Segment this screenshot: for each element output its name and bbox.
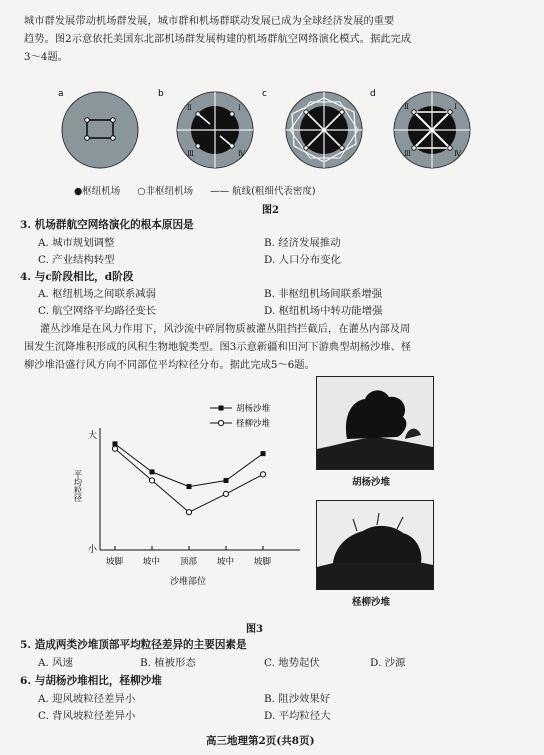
stage-a-label: a bbox=[58, 89, 64, 99]
q3-option-d[interactable]: D. 人口分布变化 bbox=[264, 254, 341, 266]
photo1-label: 胡杨沙堆 bbox=[352, 477, 391, 488]
q6-option-d[interactable]: D. 平均粒径大 bbox=[264, 710, 331, 722]
data-point-series-2 bbox=[260, 472, 265, 477]
quadrant-I-d: Ⅰ bbox=[454, 103, 457, 111]
page-footer: 高三地理第2页(共8页) bbox=[206, 735, 315, 747]
intro1-line3: 3～4题。 bbox=[24, 52, 69, 63]
figure3-line-chart bbox=[60, 398, 310, 598]
x-tick-label: 坡脚 bbox=[254, 557, 272, 567]
x-tick-label: 坡中 bbox=[217, 557, 235, 567]
series-line-1 bbox=[115, 444, 263, 487]
q6-option-a[interactable]: A. 迎风坡粒径差异小 bbox=[38, 693, 136, 705]
y-axis-title: 平均粒径 bbox=[73, 470, 83, 502]
quadrant-IV-b: Ⅳ bbox=[238, 150, 245, 158]
quadrant-III-b: Ⅲ bbox=[187, 150, 194, 158]
data-point-series-2 bbox=[223, 491, 228, 496]
q4-option-a[interactable]: A. 枢纽机场之间联系减弱 bbox=[38, 288, 157, 300]
q6-option-c[interactable]: C. 背风坡粒径差异小 bbox=[38, 710, 136, 722]
q4-option-b[interactable]: B. 非枢纽机场间联系增强 bbox=[264, 288, 383, 300]
intro2-line1: 灌丛沙堆是在风力作用下，风沙流中碎屑物质被灌丛阻挡拦截后，在灌丛内部及周 bbox=[40, 324, 411, 335]
figure3-caption: 图3 bbox=[246, 624, 263, 635]
figure2-diagram bbox=[40, 82, 510, 182]
q3-stem: 3. 机场群航空网络演化的根本原因是 bbox=[20, 219, 194, 231]
q6-option-b[interactable]: B. 阻沙效果好 bbox=[264, 693, 331, 705]
data-point-series-1 bbox=[113, 441, 118, 446]
quadrant-I-b: Ⅰ bbox=[238, 104, 241, 112]
data-point-series-2 bbox=[112, 446, 117, 451]
q4-stem: 4. 与c阶段相比，d阶段 bbox=[20, 271, 134, 283]
legend-hub-airport: ●枢纽机场 bbox=[74, 186, 121, 197]
intro2-line3: 柳沙堆沿盛行风方向不同部位平均粒径分布。据此完成5～6题。 bbox=[24, 360, 315, 371]
q4-option-d[interactable]: D. 枢纽机场中转功能增强 bbox=[264, 305, 383, 317]
tamarix-dune-image bbox=[317, 501, 433, 589]
intro1-line2: 趋势。图2示意依托美国东北部机场群发展构建的机场群航空网络演化模式。据此完成 bbox=[24, 34, 412, 45]
quadrant-IV-d: Ⅳ bbox=[454, 150, 461, 158]
stage-d-label: d bbox=[370, 89, 376, 99]
q3-option-a[interactable]: A. 城市规划调整 bbox=[38, 237, 115, 249]
x-tick-label: 坡中 bbox=[143, 557, 161, 567]
quadrant-III-d: Ⅲ bbox=[404, 150, 411, 158]
fig2-legend bbox=[74, 183, 316, 197]
quadrant-II-d: Ⅱ bbox=[404, 103, 409, 111]
y-axis-top-label: 大 bbox=[88, 431, 98, 441]
legend-nonhub-airport: ○非枢纽机场 bbox=[137, 186, 194, 197]
x-tick-label: 坡脚 bbox=[106, 557, 124, 567]
photo2-label: 柽柳沙堆 bbox=[352, 597, 391, 608]
intro1-line1: 城市群发展带动机场群发展，城市群和机场群联动发展已成为全球经济发展的重要 bbox=[24, 16, 395, 27]
series-line-2 bbox=[115, 449, 263, 513]
intro2-line2: 围发生沉降堆积形成的风积生物地貌类型。图3示意新疆和田河下游典型胡杨沙堆、柽 bbox=[24, 342, 412, 353]
q4-option-c[interactable]: C. 航空网络平均路径变长 bbox=[38, 305, 157, 317]
figure2-caption: 图2 bbox=[262, 205, 279, 216]
populus-dune-image bbox=[317, 377, 433, 469]
q3-option-b[interactable]: B. 经济发展推动 bbox=[264, 237, 341, 249]
q5-option-d[interactable]: D. 沙源 bbox=[370, 657, 406, 669]
legend-series-2: 柽柳沙堆 bbox=[236, 419, 271, 429]
q6-stem: 6. 与胡杨沙堆相比，柽柳沙堆 bbox=[20, 675, 162, 687]
stage-c-label: c bbox=[262, 89, 267, 99]
data-point-series-2 bbox=[149, 478, 154, 483]
stage-b-label: b bbox=[158, 89, 164, 99]
q5-option-a[interactable]: A. 风速 bbox=[38, 657, 73, 669]
data-point-series-1 bbox=[150, 469, 155, 474]
x-tick-label: 顶部 bbox=[180, 557, 198, 567]
quadrant-II-b: Ⅱ bbox=[187, 104, 192, 112]
y-axis-bottom-label: 小 bbox=[88, 545, 98, 555]
x-axis-title: 沙堆部位 bbox=[170, 577, 207, 587]
data-point-series-1 bbox=[187, 484, 192, 489]
legend-route: —— 航线(粗细代表密度) bbox=[210, 186, 316, 197]
photo-tamarix-dune bbox=[316, 500, 434, 590]
q3-option-c[interactable]: C. 产业结构转型 bbox=[38, 254, 115, 266]
q5-option-b[interactable]: B. 植被形态 bbox=[140, 657, 196, 669]
data-point-series-1 bbox=[261, 451, 266, 456]
photo-populus-dune bbox=[316, 376, 434, 470]
q5-stem: 5. 造成两类沙堆顶部平均粒径差异的主要因素是 bbox=[20, 639, 247, 651]
data-point-series-2 bbox=[186, 510, 191, 515]
legend-series-1: 胡杨沙堆 bbox=[236, 404, 271, 414]
q5-option-c[interactable]: C. 地势起伏 bbox=[264, 657, 320, 669]
data-point-series-1 bbox=[224, 478, 229, 483]
chart-legend bbox=[210, 403, 271, 429]
